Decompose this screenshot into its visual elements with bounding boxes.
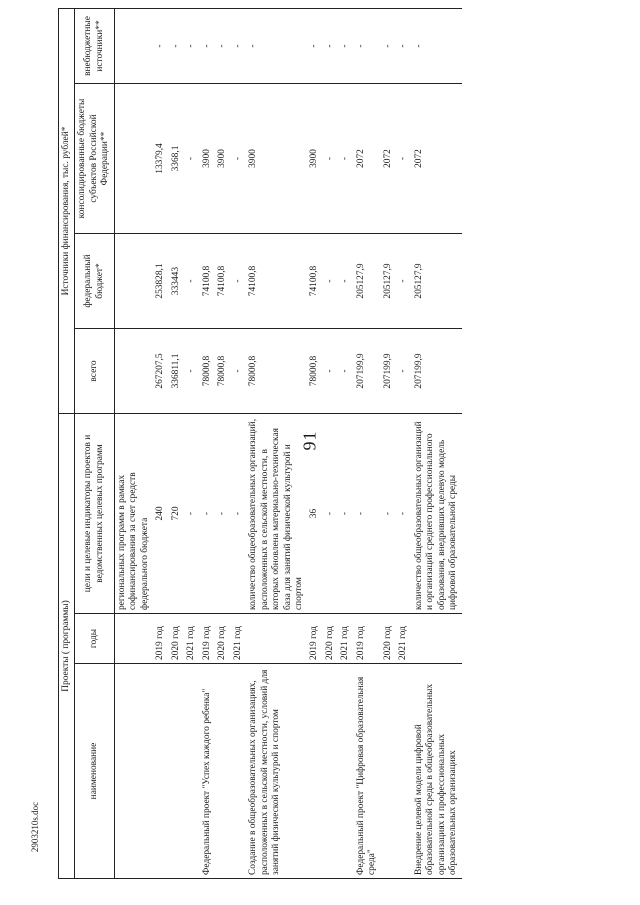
table-cell: 13379,4 — [153, 84, 168, 234]
table-cell — [114, 664, 153, 879]
table-cell — [114, 614, 153, 664]
table-row — [184, 9, 199, 879]
table-row — [323, 9, 338, 879]
table-cell: - — [307, 9, 322, 84]
table-cell: 74100,8 — [200, 234, 215, 329]
table-cell — [114, 84, 153, 234]
table-cell: 2020 год — [323, 614, 338, 664]
table-cell: 207199,9 — [412, 329, 462, 414]
table-cell: 3368,1 — [169, 84, 184, 234]
table-cell — [114, 9, 153, 84]
table-row — [215, 9, 230, 879]
table-cell: - — [153, 9, 168, 84]
table-row — [114, 9, 153, 879]
table-cell: - — [231, 414, 246, 614]
table-cell — [184, 664, 199, 879]
table-cell: 78000,8 — [200, 329, 215, 414]
table-cell: 2021 год — [396, 614, 411, 664]
table-cell: - — [231, 9, 246, 84]
table-cell: - — [338, 414, 353, 614]
table-cell: 36 — [307, 414, 322, 614]
table-cell: - — [323, 84, 338, 234]
table-cell: 240 — [153, 414, 168, 614]
table-cell: 205127,9 — [381, 234, 396, 329]
table-cell — [323, 664, 338, 879]
table-cell: 205127,9 — [412, 234, 462, 329]
table-cell: - — [231, 84, 246, 234]
table-row — [200, 9, 215, 879]
table-cell: 78000,8 — [215, 329, 230, 414]
table-cell: - — [412, 9, 462, 84]
table-cell — [307, 664, 322, 879]
table-cell: - — [338, 84, 353, 234]
table-cell: 205127,9 — [354, 234, 381, 329]
table-cell — [412, 614, 462, 664]
table-cell: 74100,8 — [246, 234, 307, 329]
table-cell: - — [231, 329, 246, 414]
table-cell: 2072 — [354, 84, 381, 234]
table-cell: 720 — [169, 414, 184, 614]
table-row — [169, 9, 184, 879]
table-cell: 2020 год — [215, 614, 230, 664]
table-cell: региональных программ в рамках софинансирования за счет средств федерального бюджета — [114, 414, 153, 614]
table-cell: - — [215, 414, 230, 614]
table-cell: 78000,8 — [307, 329, 322, 414]
table-cell: - — [323, 329, 338, 414]
table-cell: - — [354, 414, 381, 614]
table-cell: 3900 — [246, 84, 307, 234]
table-cell: 2020 год — [381, 614, 396, 664]
rotated-table-sheet — [58, 9, 578, 879]
table-cell: 207199,9 — [354, 329, 381, 414]
table-row — [231, 9, 246, 879]
column-header: федеральный бюджет* — [75, 234, 114, 329]
table-cell: - — [338, 234, 353, 329]
table-cell: - — [323, 234, 338, 329]
table-cell — [246, 614, 307, 664]
table-cell: 2021 год — [338, 614, 353, 664]
table-cell: - — [396, 414, 411, 614]
table-cell: - — [338, 9, 353, 84]
table-cell: - — [323, 414, 338, 614]
table-cell: - — [381, 414, 396, 614]
table-cell: - — [231, 234, 246, 329]
table-row — [381, 9, 396, 879]
page-number: 91 — [299, 430, 320, 451]
table-cell: - — [169, 9, 184, 84]
column-header: всего — [75, 329, 114, 414]
table-row — [338, 9, 353, 879]
table-cell: 2021 год — [184, 614, 199, 664]
table-cell: - — [215, 9, 230, 84]
table-cell: - — [246, 9, 307, 84]
table-cell: - — [381, 9, 396, 84]
table-row — [354, 9, 381, 879]
column-header: консолидированные бюджеты субъектов Российской Федерации** — [75, 84, 114, 234]
table-cell: - — [396, 234, 411, 329]
table-cell: - — [184, 329, 199, 414]
document-reference: 2903210s.doc — [30, 801, 41, 853]
group-header-funding: Источники финансирования, тыс. рублей* — [59, 9, 75, 414]
table-cell: - — [200, 9, 215, 84]
table-row — [246, 9, 307, 879]
table-cell: - — [184, 234, 199, 329]
table-row — [396, 9, 411, 879]
table-cell: 2072 — [381, 84, 396, 234]
table-cell: 253828,1 — [153, 234, 168, 329]
table-cell: - — [338, 329, 353, 414]
table-row — [307, 9, 322, 879]
table-row — [412, 9, 462, 879]
table-cell: количество общеобразовательных организаций и организаций среднего профессионального образования, внедривших целевую модель цифровой образовательной среды — [412, 414, 462, 614]
column-header: наименование — [75, 664, 114, 879]
table-cell: 3900 — [215, 84, 230, 234]
table-cell — [114, 329, 153, 414]
table-cell: - — [184, 414, 199, 614]
table-cell: - — [200, 414, 215, 614]
table-cell: - — [396, 9, 411, 84]
table-cell: - — [396, 84, 411, 234]
table-cell — [381, 664, 396, 879]
table-cell — [215, 664, 230, 879]
table-cell — [396, 664, 411, 879]
table-cell: количество общеобразовательных организаций, расположенных в сельской местности, в которых обновлена материально-техническая база для занятий физической культурой и спортом — [246, 414, 307, 614]
table-cell: 74100,8 — [215, 234, 230, 329]
group-header-projects: Проекты ( программы) — [59, 414, 75, 879]
table-cell: - — [184, 9, 199, 84]
table-cell: 3900 — [200, 84, 215, 234]
table-cell — [169, 664, 184, 879]
column-header: внебюджетные источники** — [75, 9, 114, 84]
table-cell — [231, 664, 246, 879]
table-row — [153, 9, 168, 879]
table-cell: 74100,8 — [307, 234, 322, 329]
table-cell: - — [354, 9, 381, 84]
table-cell — [153, 664, 168, 879]
table-cell — [114, 234, 153, 329]
table-cell: 2021 год — [231, 614, 246, 664]
table-cell: - — [396, 329, 411, 414]
table-cell: 2020 год — [169, 614, 184, 664]
table-cell: - — [184, 84, 199, 234]
table-cell: 2019 год — [200, 614, 215, 664]
table-cell: 78000,8 — [246, 329, 307, 414]
table-cell: 333443 — [169, 234, 184, 329]
table-cell: 336811,1 — [169, 329, 184, 414]
table-cell: - — [323, 9, 338, 84]
table-cell: 2072 — [412, 84, 462, 234]
funding-table — [58, 8, 462, 879]
column-header: годы — [75, 614, 114, 664]
table-cell: 267207,5 — [153, 329, 168, 414]
table-cell — [338, 664, 353, 879]
table-cell: Федеральный проект "Цифровая образовательная среда" — [354, 664, 381, 879]
table-cell: 207199,9 — [381, 329, 396, 414]
table-cell: 2019 год — [153, 614, 168, 664]
table-cell: Федеральный проект "Успех каждого ребенка" — [200, 664, 215, 879]
table-cell: 3900 — [307, 84, 322, 234]
table-cell: Внедрение целевой модели цифровой образовательной среды в общеобразовательных организациях и профессиональных образовательных организациях — [412, 664, 462, 879]
table-cell: 2019 год — [354, 614, 381, 664]
table-cell: Создание в общеобразовательных организациях, расположенных в сельской местности, условий для занятий физической культурой и спортом — [246, 664, 307, 879]
column-header: цели и целевые индикаторы проектов и ведомственных целевых программ — [75, 414, 114, 614]
table-cell: 2019 год — [307, 614, 322, 664]
